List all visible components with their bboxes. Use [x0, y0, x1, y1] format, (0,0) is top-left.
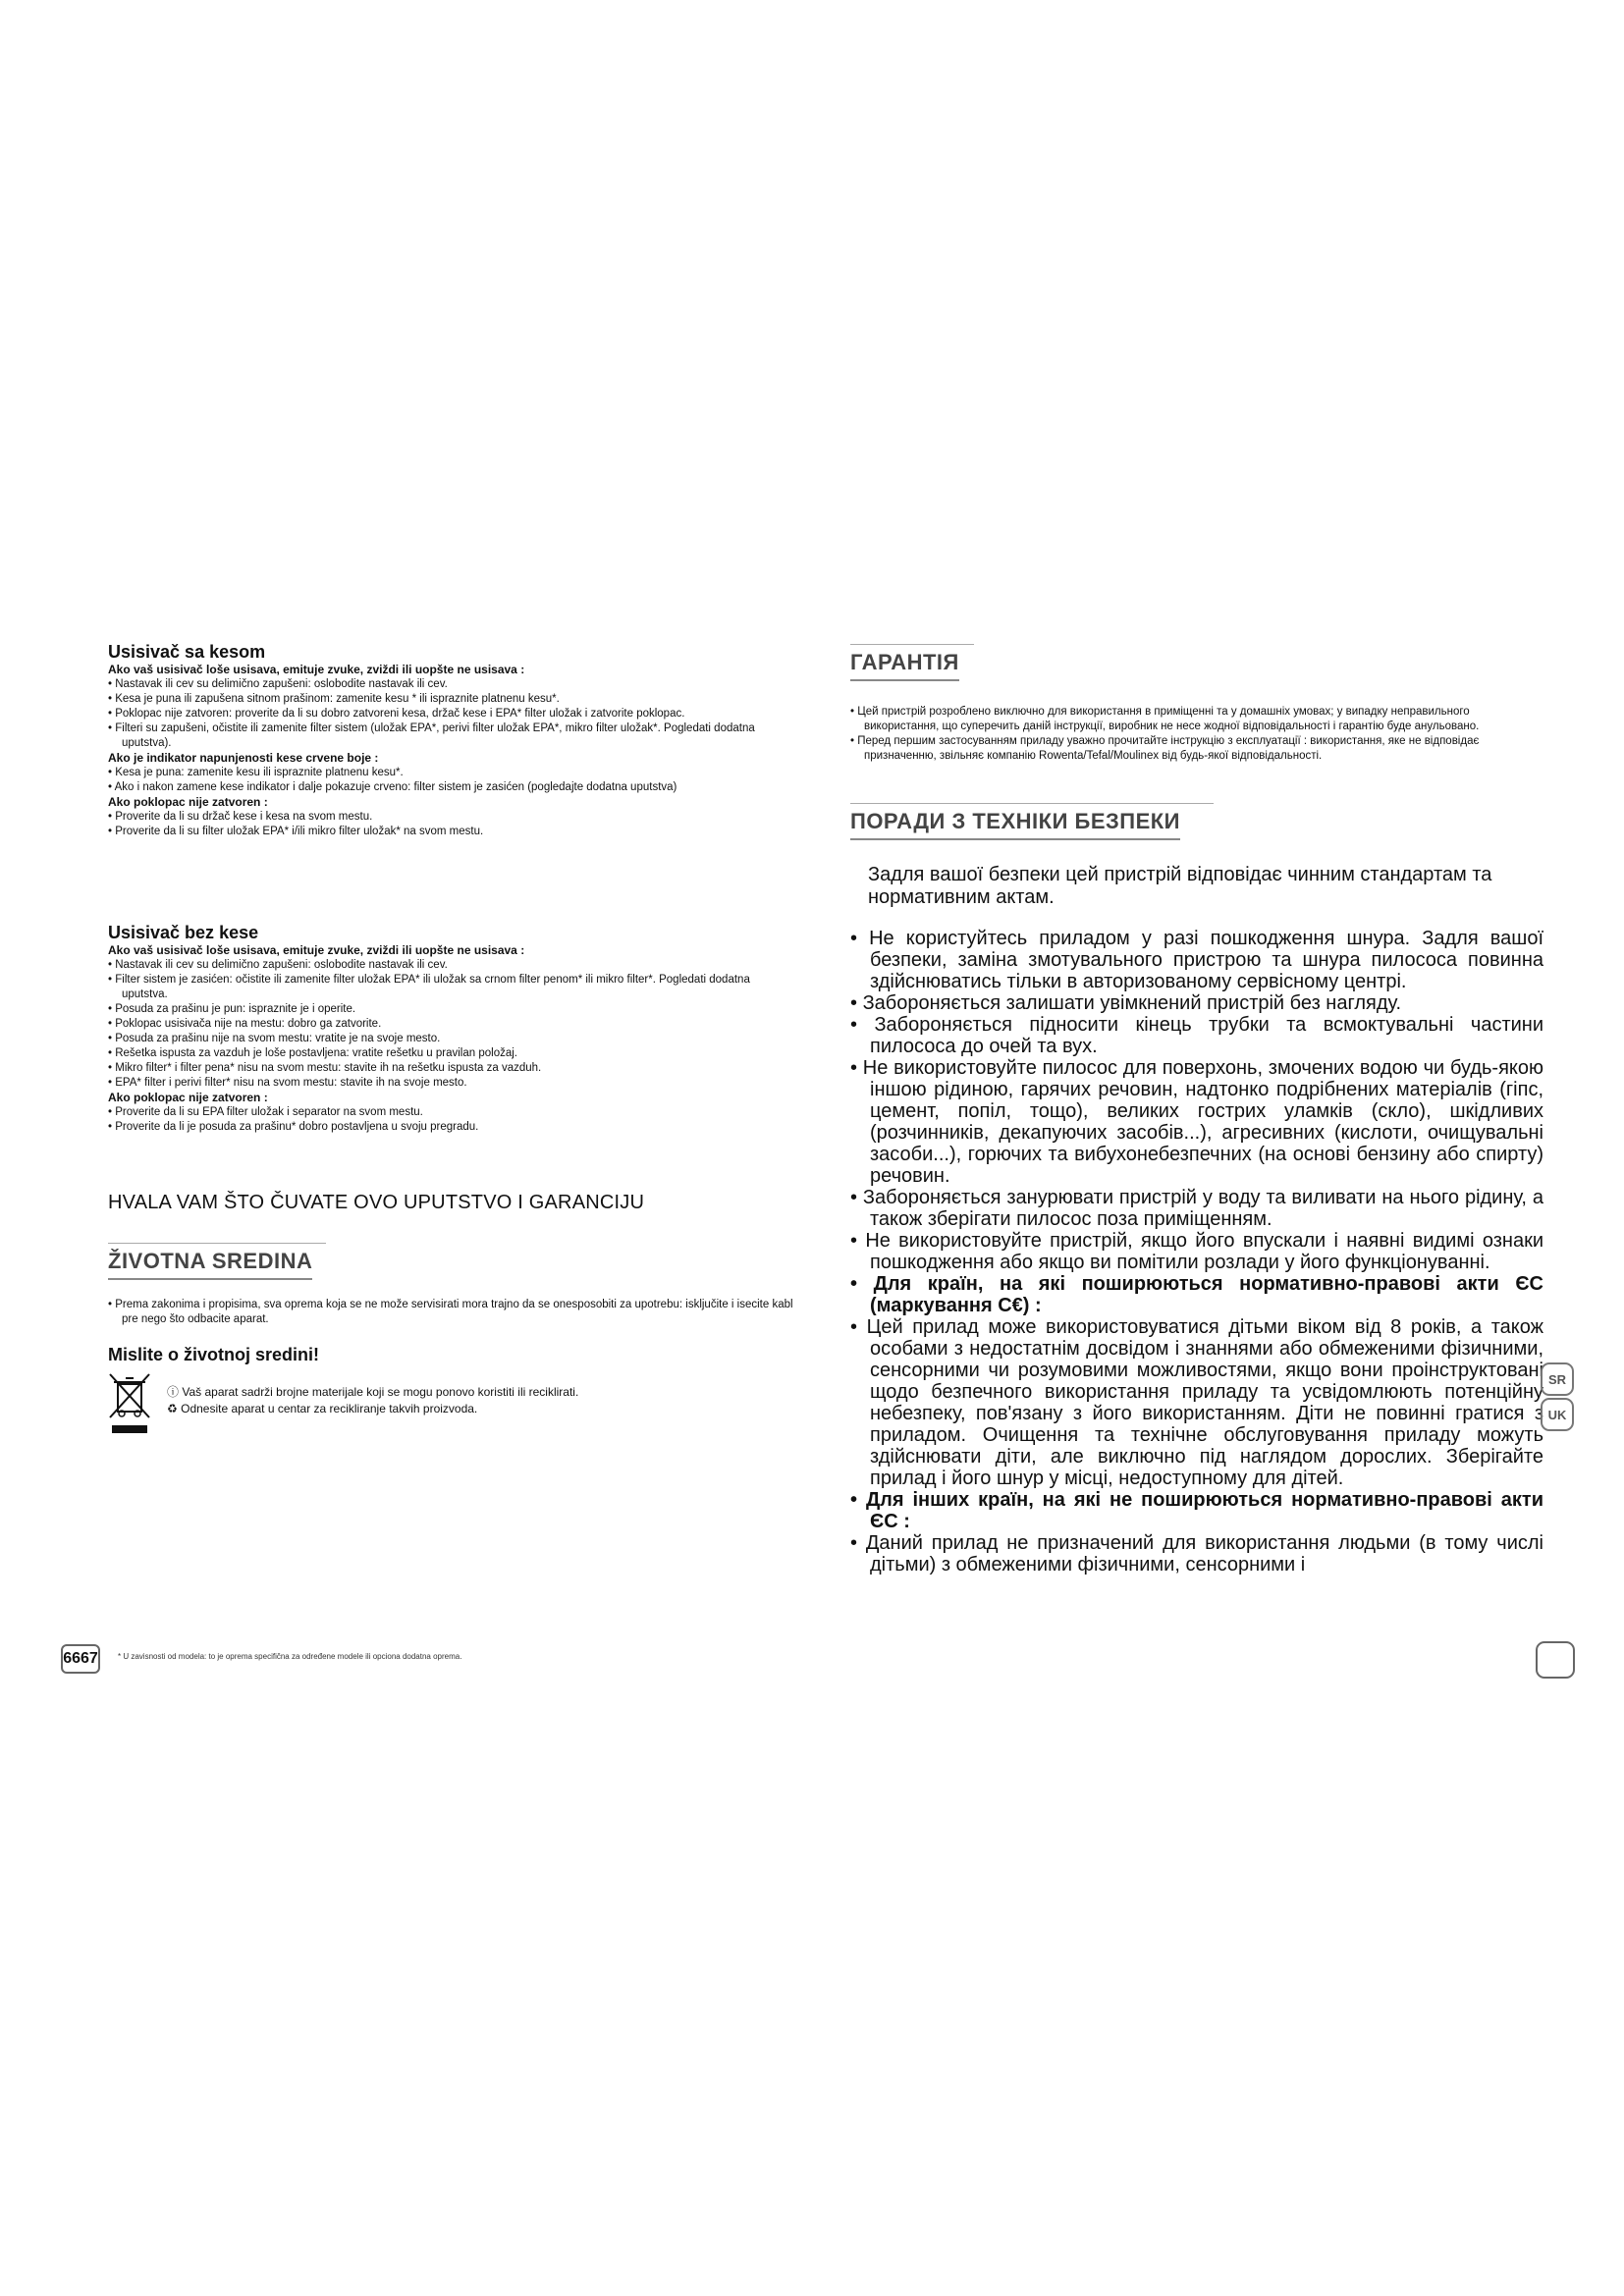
list-item: • Перед першим застосуванням приладу уважно прочитайте інструкцію з експлуатації : використання, яке не відповідає призначенню, звільняє компанію Rowenta/Tefal/Moulinex від будь-якої відповідальності. [850, 734, 1538, 764]
safety-title: ПОРАДИ З ТЕХНІКИ БЕЗПЕКИ [850, 809, 1180, 840]
list-item: • Proverite da li su EPA filter uložak i separator na svom mestu. [108, 1105, 795, 1120]
recycle-icon: ♻ [167, 1402, 178, 1415]
bagless-problem2: Ako poklopac nije zatvoren : [108, 1091, 268, 1104]
list-item: • EPA* filter i perivi filter* nisu na svom mestu: stavite ih na svoje mesto. [108, 1076, 795, 1091]
env-title: ŽIVOTNA SREDINA [108, 1249, 312, 1280]
recycle-line-2: ♻ Odnesite aparat u centar za recikliranje takvih proizvoda. [167, 1402, 478, 1415]
list-item: • Filter sistem je zasićen: očistite ili zamenite filter uložak EPA* ili uložak sa crnom filter penom* ili mikro filter*. Pogledati dodatna uputstva. [108, 973, 795, 1002]
list-item: • Ako i nakon zamene kese indikator i dalje pokazuje crveno: filter sistem je zasićen (pogledajte dodatna uputstva) [108, 780, 795, 795]
list-item: • Filteri su zapušeni, očistite ili zamenite filter sistem (uložak EPA*, perivi filter uložak EPA*, mikro filter uložak*. Pogledati dodatna uputstva). [108, 721, 795, 751]
with-bag-problem3: Ako poklopac nije zatvoren : [108, 795, 268, 809]
list-item: • Для інших країн, на які не поширюються нормативно-правові акти ЄС : [850, 1489, 1543, 1532]
list-item: • Для країн, на які поширюються нормативно-правові акти ЄС (маркування C€) : [850, 1273, 1543, 1316]
list-item: • Не використовуйте пилосос для поверхонь, змочених водою чи будь-якою іншою рідиною, гарячих речовин, надтонко подрібнених матеріалів (гіпс, цемент, попіл, тощо), великих гострих уламків (скло), шкідливих (розчинників, декапуючих засобів...), агресивних (кислоти, очищувальні засоби...), горючих та вибухонебезпечних (на основі бензину або спирту) речовин. [850, 1057, 1543, 1187]
list-item: • Proverite da li su filter uložak EPA* i/ili mikro filter uložak* na svom mestu. [108, 825, 795, 839]
bagless-list2 [108, 1105, 795, 1135]
bagless-list1 [108, 958, 795, 1091]
list-item: • Забороняється залишати увімкнений пристрій без нагляду. [850, 992, 1543, 1014]
list-item: • Posuda za prašinu je pun: ispraznite je i operite. [108, 1002, 795, 1017]
list-item: • Mikro filter* i filter pena* nisu na svom mestu: stavite ih na rešetku ispusta za vazduh. [108, 1061, 795, 1076]
language-badge-sr: SR [1541, 1362, 1574, 1396]
safety-list [850, 928, 1543, 1575]
safety-divider [850, 803, 1214, 804]
list-item: • Не використовуйте пристрій, якщо його впускали і наявні видимі ознаки пошкодження або якщо ви помітили розлади у його функціонуванні. [850, 1230, 1543, 1273]
think-title: Mislite o životnoj sredini! [108, 1345, 320, 1364]
list-item: • Poklopac usisivača nije na mestu: dobro ga zatvorite. [108, 1017, 795, 1032]
list-item: • Забороняється підносити кінець трубки та всмоктувальні частини пилососа до очей та вух. [850, 1014, 1543, 1057]
list-item: • Rešetka ispusta za vazduh je loše postavljena: vratite rešetku u pravilan položaj. [108, 1046, 795, 1061]
list-item: • Kesa je puna ili zapušena sitnom prašinom: zamenite kesu * ili ispraznite platnenu kesu*. [108, 692, 795, 707]
recycle-line-1: ⓘ Vaš aparat sadrži brojne materijale koji se mogu ponovo koristiti ili reciklirati. [167, 1385, 579, 1399]
bagless-title: Usisivač bez kese [108, 923, 259, 942]
language-badge-uk: UK [1541, 1398, 1574, 1431]
list-item: • Цей пристрій розроблено виключно для використання в приміщенні та у домашніх умовах; у випадку неправильного використання, що суперечить даній інструкції, виробник не несе жодної відповідальності і гарантію буде анульовано. [850, 705, 1538, 734]
warranty-divider [850, 644, 974, 645]
list-item: • Забороняється занурювати пристрій у воду та виливати на нього рідину, а також зберігати пилосос поза приміщенням. [850, 1187, 1543, 1230]
bagless-problem1: Ako vaš usisivač loše usisava, emituje zvuke, zviždi ili uopšte ne usisava : [108, 943, 525, 957]
page-number: 6667 [61, 1644, 100, 1674]
list-item: • Kesa je puna: zamenite kesu ili ispraznite platnenu kesu*. [108, 766, 795, 780]
weee-icon [108, 1372, 153, 1442]
with-bag-problem2: Ako je indikator napunjenosti kese crvene boje : [108, 751, 379, 765]
list-item: • Даний прилад не призначений для використання людьми (в тому числі дітьми) з обмеженими фізичними, сенсорними і [850, 1532, 1543, 1575]
right-page-number-box [1536, 1641, 1575, 1679]
list-item: • Prema zakonima i propisima, sva oprema koja se ne može servisirati mora trajno da se onesposobiti za upotrebu: isključite i isecite kabl pre nego što odbacite aparat. [108, 1298, 795, 1327]
list-item: • Nastavak ili cev su delimično zapušeni: oslobodite nastavak ili cev. [108, 958, 795, 973]
bagless-section [108, 923, 795, 1135]
recycle-notes [167, 1384, 776, 1417]
list-item: • Не користуйтесь приладом у разі пошкодження шнура. Задля вашої безпеки, заміна змотувального пристрою та шнура пилососа повинна здійснюватись тільки в авторизованому сервісному центрі. [850, 928, 1543, 992]
footnote: * U zavisnosti od modela: to je oprema specifična za određene modele ili opciona dodatna oprema. [118, 1652, 462, 1661]
safety-intro: Задля вашої безпеки цей пристрій відповідає чинним стандартам та нормативним актам. [868, 864, 1492, 908]
list-item: • Posuda za prašinu nije na svom mestu: vratite je na svoje mesto. [108, 1032, 795, 1046]
list-item: • Цей прилад може використовуватися дітьми віком від 8 років, а також особами з недостатнім досвідом і знаннями або обмеженими фізичними, сенсорними чи розумовими можливостями, якщо вони проінструктовані щодо безпечного використання приладу та усвідомлюють потенційну небезпеку, пов'язану з його використанням. Діти не повинні гратися з приладом. Очищення та технічне обслуговування приладу можуть здійснювати діти, але виключно під наглядом дорослих. Зберігайте прилад і його шнур у місці, недоступному для дітей. [850, 1316, 1543, 1489]
env-divider [108, 1243, 326, 1244]
with-bag-list1 [108, 677, 795, 751]
with-bag-title: Usisivač sa kesom [108, 642, 266, 662]
list-item: • Proverite da li je posuda za prašinu* dobro postavljena u svoju pregradu. [108, 1120, 795, 1135]
env-list [108, 1298, 795, 1327]
with-bag-list3 [108, 810, 795, 839]
thanks-line: HVALA VAM ŠTO ČUVATE OVO UPUTSTVO I GARANCIJU [108, 1192, 645, 1213]
warranty-title: ГАРАНТІЯ [850, 650, 959, 681]
info-icon: ⓘ [167, 1385, 180, 1399]
list-item: • Poklopac nije zatvoren: proverite da li su dobro zatvoreni kesa, držač kese i EPA* filter uložak i zatvorite poklopac. [108, 707, 795, 721]
with-bag-section [108, 642, 795, 839]
list-item: • Proverite da li su držač kese i kesa na svom mestu. [108, 810, 795, 825]
with-bag-problem1: Ako vaš usisivač loše usisava, emituje zvuke, zviždi ili uopšte ne usisava : [108, 663, 525, 676]
with-bag-list2 [108, 766, 795, 795]
warranty-list [850, 705, 1538, 764]
list-item: • Nastavak ili cev su delimično zapušeni: oslobodite nastavak ili cev. [108, 677, 795, 692]
